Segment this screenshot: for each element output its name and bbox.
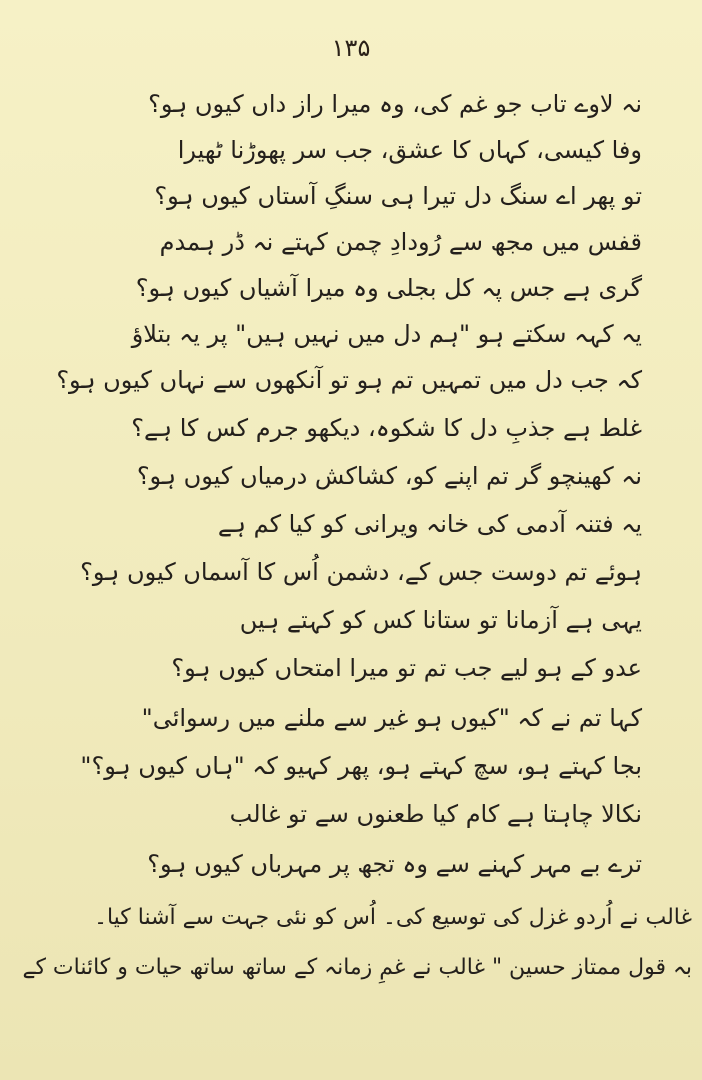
verse-line: ہوئے تم دوست جس کے، دشمن اُس کا آسماں کیوں ہو؟ (80, 558, 642, 586)
verse-line: نہ کھینچو گر تم اپنے کو، کشاکش درمیاں کیوں ہو؟ (136, 462, 642, 490)
page-number: ۱۳۵ (331, 34, 371, 62)
verse-line: کہا تم نے کہ "کیوں ہو غیر سے ملنے میں رسوائی" (141, 704, 642, 732)
verse-line: کہ جب دل میں تمہیں تم ہو تو آنکھوں سے نہاں کیوں ہو؟ (56, 366, 642, 394)
verse-line: ترے بے مہر کہنے سے وہ تجھ پر مہرباں کیوں ہو؟ (147, 850, 642, 878)
verse-line: یہی ہے آزمانا تو ستانا کس کو کہتے ہیں (239, 606, 642, 634)
verse-line: گری ہے جس پہ کل بجلی وہ میرا آشیاں کیوں ہو؟ (135, 274, 642, 302)
verse-line: عدو کے ہو لیے جب تم تو میرا امتحاں کیوں ہو؟ (171, 654, 642, 682)
verse-line: بجا کہتے ہو، سچ کہتے ہو، پھر کہیو کہ "ہاں کیوں ہو؟" (80, 752, 642, 780)
verse-line: قفس میں مجھ سے رُودادِ چمن کہتے نہ ڈر ہمدم (159, 228, 642, 256)
verse-line: تو پھر اے سنگ دل تیرا ہی سنگِ آستاں کیوں ہو؟ (154, 182, 642, 210)
verse-line: نکالا چاہتا ہے کام کیا طعنوں سے تو غالب (229, 800, 642, 828)
prose-line: غالب نے اُردو غزل کی توسیع کی۔ اُس کو نئی جہت سے آشنا کیا۔ (94, 905, 692, 930)
verse-line: نہ لاوے تاب جو غم کی، وہ میرا راز داں کیوں ہو؟ (148, 90, 642, 118)
verse-line: غلط ہے جذبِ دل کا شکوہ، دیکھو جرم کس کا ہے؟ (131, 414, 642, 442)
verse-line: یہ فتنہ آدمی کی خانہ ویرانی کو کیا کم ہے (217, 510, 642, 538)
prose-line: بہ قول ممتاز حسین " غالب نے غمِ زمانہ کے ساتھ ساتھ حیات و کائنات کے (22, 955, 692, 980)
verse-line: وفا کیسی، کہاں کا عشق، جب سر پھوڑنا ٹھیرا (177, 136, 642, 164)
verse-line: یہ کہہ سکتے ہو "ہم دل میں نہیں ہیں" پر یہ بتلاؤ (131, 320, 642, 348)
